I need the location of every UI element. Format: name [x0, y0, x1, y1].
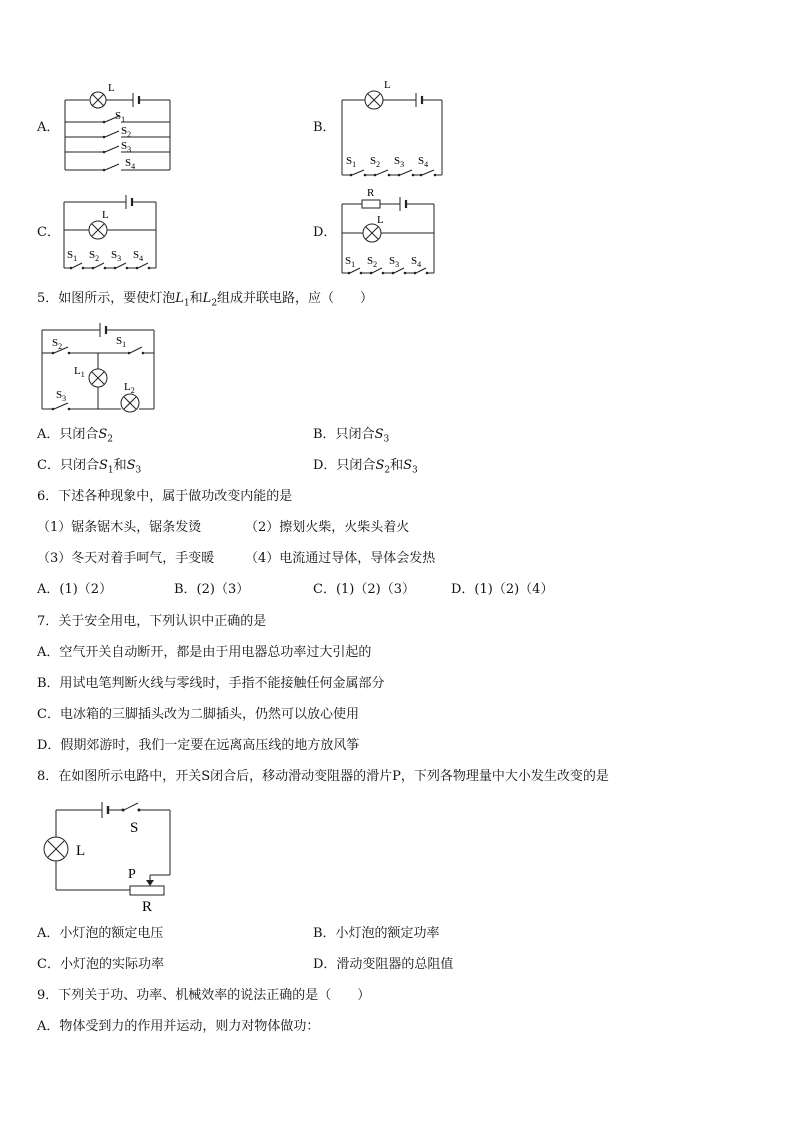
q4b-label-s3: $S_3$ — [394, 155, 405, 169]
q6-option-c: C．(1)（2)（3） — [313, 582, 415, 597]
q5-option-c: C．只闭合$S_1$和$S_3$ — [37, 458, 142, 476]
q6-item-3: （3）冬天对着手呵气，手变暖 — [37, 551, 215, 566]
q7-option-b: B．用试电笔判断火线与零线时，手指不能接触任何金属部分 — [37, 676, 385, 691]
q4b-label-s2: $S_2$ — [370, 155, 381, 169]
q4c-label-s1: $S_1$ — [67, 249, 78, 263]
q5-option-d: D．只闭合$S_2$和$S_3$ — [313, 458, 418, 476]
q4d-label-r: R — [367, 187, 375, 199]
q7-stem: 7．关于安全用电，下列认识中正确的是 — [37, 614, 267, 629]
q4-circuit-b — [336, 78, 446, 178]
q8-option-a: A．小灯泡的额定电压 — [37, 926, 164, 941]
q4d-label-s3: $S_3$ — [389, 255, 400, 269]
q7-option-d: D．假期郊游时，我们一定要在远离高压线的地方放风筝 — [37, 738, 360, 753]
q8-option-d: D．滑动变阻器的总阻值 — [313, 957, 454, 972]
q6-item-2: （2）擦划火柴，火柴头着火 — [245, 520, 410, 535]
q7-option-a: A．空气开关自动断开，都是由于用电器总功率过大引起的 — [37, 645, 372, 660]
q5-option-b: B．只闭合$S_3$ — [313, 427, 390, 445]
q5-circuit — [38, 320, 158, 416]
q9-option-a: A．物体受到力的作用并运动，则力对物体做功： — [37, 1019, 320, 1034]
q8-label-r: R — [142, 899, 153, 915]
q6-option-b: B．(2)（3） — [174, 582, 250, 597]
q5-option-a: A．只闭合$S_2$ — [37, 427, 114, 445]
q6-item-1: （1）锯条锯木头，锯条发烫 — [37, 520, 202, 535]
q5-label-l1: $L_1$ — [74, 365, 85, 379]
q4a-label-s3: $S_3$ — [121, 140, 132, 154]
q4d-label-s4: $S_4$ — [411, 255, 422, 269]
q5-label-s2: $S_2$ — [52, 337, 63, 351]
q9-stem: 9．下列关于功、功率、机械效率的说法正确的是（ ） — [37, 988, 371, 1003]
q4d-label-s2: $S_2$ — [367, 255, 378, 269]
q4a-label-s2: $S_2$ — [121, 125, 132, 139]
q4a-label-s1: $S_1$ — [115, 110, 126, 124]
q8-label-s: S — [130, 820, 139, 836]
q4-circuit-d — [336, 186, 440, 276]
q4-option-d-letter: D． — [313, 225, 337, 240]
q6-option-d: D．(1)（2)（4） — [451, 582, 554, 597]
q8-option-b: B．小灯泡的额定功率 — [313, 926, 440, 941]
q4d-label-l: L — [377, 214, 384, 226]
q6-stem: 6．下述各种现象中，属于做功改变内能的是 — [37, 489, 293, 504]
q8-circuit — [38, 800, 178, 915]
q4c-label-s2: $S_2$ — [89, 249, 100, 263]
q4d-label-s1: $S_1$ — [345, 255, 356, 269]
q4-circuit-a — [55, 82, 185, 177]
q8-stem: 8．在如图所示电路中，开关S闭合后，移动滑动变阻器的滑片P，下列各物理量中大小发生改变的是 — [37, 769, 609, 784]
q4c-label-l: L — [102, 209, 109, 221]
q4b-label-s4: $S_4$ — [418, 155, 429, 169]
q8-label-l: L — [76, 843, 86, 859]
q4a-label-s4: $S_4$ — [125, 157, 136, 171]
q4-option-c-letter: C． — [37, 225, 60, 240]
q4-option-b-letter: B． — [313, 120, 336, 135]
q4c-label-s4: $S_4$ — [133, 249, 144, 263]
q6-item-4: （4）电流通过导体，导体会发热 — [245, 551, 436, 566]
q7-option-c: C．电冰箱的三脚插头改为二脚插头，仍然可以放心使用 — [37, 707, 359, 722]
q8-option-c: C．小灯泡的实际功率 — [37, 957, 164, 972]
q4-circuit-c — [60, 190, 160, 270]
q5-stem: 5．如图所示，要使灯泡$L_1$和$L_2$组成并联电路，应（ ） — [37, 291, 374, 309]
q8-label-p: P — [128, 867, 136, 882]
q4c-label-s3: $S_3$ — [111, 249, 122, 263]
q4a-label-l: L — [108, 82, 115, 94]
q6-option-a: A．(1)（2） — [37, 582, 113, 597]
q5-label-s1: $S_1$ — [116, 335, 127, 349]
q4b-label-s1: $S_1$ — [346, 155, 357, 169]
q4-option-a-letter: A． — [37, 120, 60, 135]
q4b-label-l: L — [384, 79, 391, 91]
q5-label-l2: $L_2$ — [124, 381, 135, 395]
q5-label-s3: $S_3$ — [56, 389, 67, 403]
